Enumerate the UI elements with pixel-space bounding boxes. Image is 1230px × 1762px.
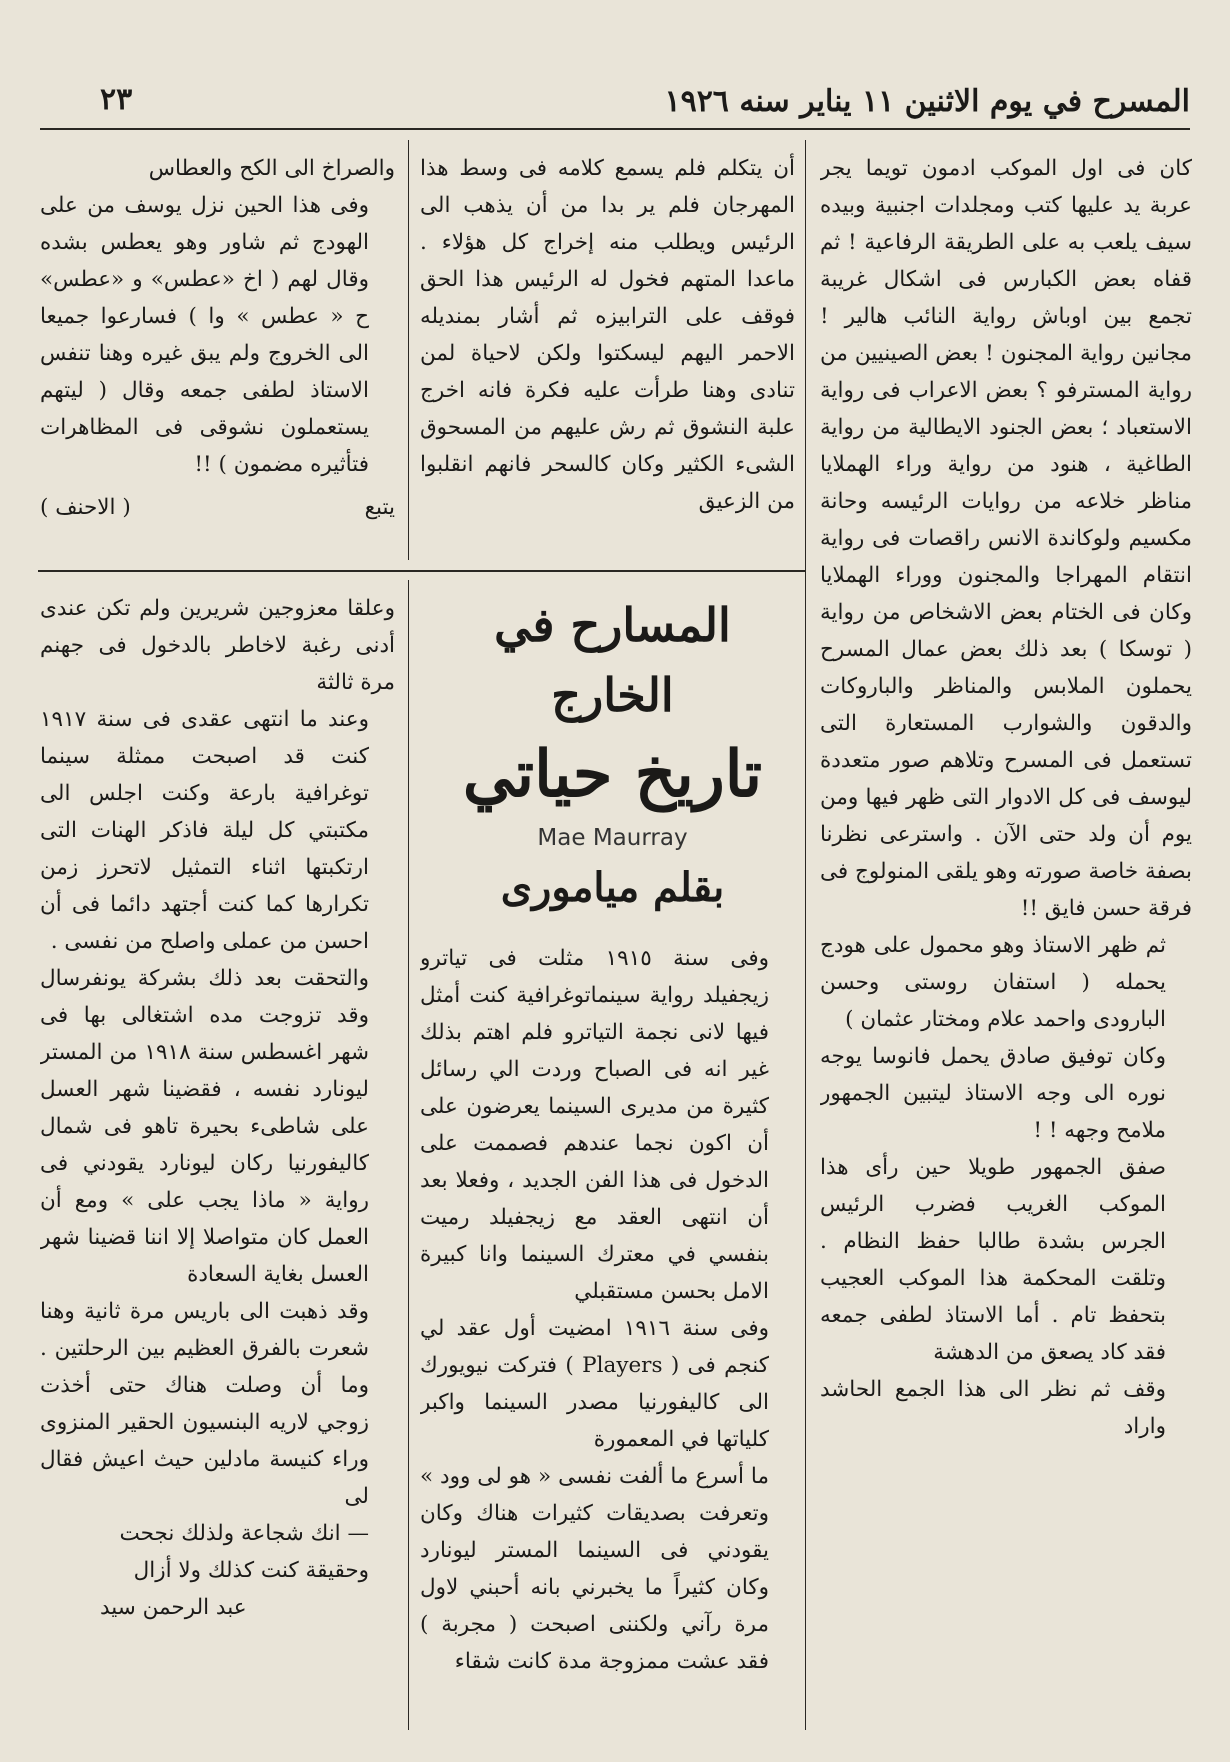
column-divider-left-bottom xyxy=(408,580,409,1730)
page-header xyxy=(40,80,1190,130)
section-divider xyxy=(38,570,805,572)
article-banner xyxy=(425,580,800,940)
paragraph: صفق الجمهور طويلا حين رأى هذا الموكب الغريب فضرب الرئيس الجرس بشدة طالبا حفظ النظام . وتلقت المحكمة هذا الموكب العجيب بتحفظ تام . أما الاستاذ لطفى جمعه فقد كاد يصعق من الدهشة xyxy=(820,1155,1166,1365)
column-divider-right xyxy=(805,140,806,1730)
paragraph: كان فى اول الموكب ادمون تويما يجر عربة يد عليها كتب ومجلدات اجنبية وبيده سيف يلعب به على الطريقة الرفاعية ! ثم قفاه بعض الكبارس فى اشكال غريبة تجمع بين اوباش رواية النائب هالير ! مجانين رواية المجنون ! بعض الصينيين من رواية المسترفو ؟ بعض الاعراب فى رواية الاستعباد ؛ بعض الجنود الايطالية من رواية الطاغية ، هنود من رواية وراء الهملايا مناظر خلاعه من روايات الرئيسه وحانة مكسيم ولوكاندة الانس راقصات فى رواية انتقام المهراجا والمجنون ووراء الهملايا وكان فى الختام بعض الاشخاص من رواية ( توسكا ) بعد ذلك بعض عمال المسرح يحملون الملابس والمناظر والباروكات والدقون والشوارب المستعارة التى تستعمل فى المسرح وتلاهم صور متعددة ليوسف فى كل الادوار التى ظهر فيها ومن يوم أن ولد حتى الآن . واسترعى نظرنا بصفة خاصة صورته وهو يلقى المنولوج فى فرقة حسن فايق !! xyxy=(820,156,1192,921)
paragraph: ثم ظهر الاستاذ وهو محمول على هودج يحمله ( استفان روستى وحسن البارودى واحمد علام ومختار عثمان ) xyxy=(820,933,1166,1032)
paragraph: وكان توفيق صادق يحمل فانوسا يوجه نوره الى وجه الاستاذ ليتبين الجمهور ملامح وجهه ! ! xyxy=(820,1044,1166,1143)
paragraph: وعلقا معزوجين شريرين ولم تكن عندى أدنى رغبة لاخاطر بالدخول فى جهنم مرة ثالثة xyxy=(40,596,395,695)
author-signature: ( الاحنف ) xyxy=(40,495,131,520)
article-title: تاريخ حياتي xyxy=(462,737,763,812)
article-column-middle-top xyxy=(420,150,795,560)
paragraph: وفى سنة ١٩١٦ امضيت أول عقد لي كنجم فى ( Players ) فتركت نيويورك الى كاليفورنيا مصدر السينما واكبر كلياتها في المعمورة xyxy=(420,1316,770,1452)
paragraph: والصراخ الى الكح والعطاس xyxy=(148,156,395,181)
masthead-title: المسرح في يوم الاثنين ١١ يناير سنه ١٩٢٦ xyxy=(664,84,1190,119)
author-latin-name: Mae Maurray xyxy=(537,825,688,851)
article-column-left-bottom xyxy=(40,590,395,1735)
quote-line: — انك شجاعة ولذلك نجحت xyxy=(119,1521,369,1546)
paragraph: أن يتكلم فلم يسمع كلامه فى وسط هذا المهرجان فلم ير بدا من أن يذهب الى الرئيس ويطلب منه إخراج كل هؤلاء . ماعدا المتهم فخول له الرئيس هذا الحق فوقف على الترابيزه ثم أشار بمنديله الاحمر اليهم ليسكتوا ولكن لاحياة لمن تنادى وهنا طرأت عليه فكرة فانه اخرج علبة النشوق ثم رش عليهم من المسحوق الشىء الكثير وكان كالسحر فانهم انقلبوا من الزعيق xyxy=(420,156,795,514)
article-column-right xyxy=(820,150,1192,1735)
continued-label: يتبع xyxy=(364,495,395,520)
author-signature: عبد الرحمن سيد xyxy=(100,1595,247,1620)
byline: بقلم ميامورى xyxy=(500,864,725,911)
article-column-middle-bottom xyxy=(420,940,795,1735)
paragraph: ما أسرع ما ألفت نفسى « هو لى وود » وتعرفت بصديقات كثيرات هناك وكان يقودني فى السينما المستر ليونارد وكان كثيراً ما يخبرني بانه أحبني لاول مرة رآني ولكننى اصبحت ( مجربة ) فقد عشت ممزوجة مدة كانت شقاء xyxy=(420,1464,769,1674)
paragraph: وحقيقة كنت كذلك ولا أزال xyxy=(133,1558,369,1583)
paragraph: وعند ما انتهى عقدى فى سنة ١٩١٧ كنت قد اصبحت ممثلة سينما توغرافية بارعة وكنت اجلس الى مكتبتي كل ليلة فاذكر الهنات التى ارتكبتها اثناء التمثيل لاتحرز زمن تكرارها كما كنت أجتهد دائما فى أن احسن من عملى واصلح من نفسى . xyxy=(40,707,369,954)
paragraph: وقد ذهبت الى باريس مرة ثانية وهنا شعرت بالفرق العظيم بين الرحلتين . وما أن وصلت هناك حتى أخذت زوجي لاريه البنسيون الحقير المنزوى وراء كنيسة مادلين حيث اعيش فقال لى xyxy=(40,1299,369,1509)
paragraph: وفى سنة ١٩١٥ مثلت فى تياترو زيجفيلد رواية سينماتوغرافية كنت أمثل فيها لانى نجمة التياترو فلم اهتم بذلك غير انه فى الصباح وردت الي رسائل كثيرة من مديرى السينما يعرضون على أن اكون نجما عندهم فصممت على الدخول فى هذا الفن الجديد ، وفعلا بعد أن انتهى العقد مع زيجفيلد رميت بنفسي في معترك السينما وانا كبيرة الامل بحسن مستقبلي xyxy=(420,946,770,1304)
paragraph: وقف ثم نظر الى هذا الجمع الحاشد واراد xyxy=(820,1377,1166,1439)
column-divider-left-top xyxy=(408,140,409,560)
page-number: ٢٣ xyxy=(100,82,133,117)
section-heading: المسارح في الخارج xyxy=(494,598,731,722)
paragraph: وفى هذا الحين نزل يوسف من على الهودج ثم شاور وهو يعطس بشده وقال لهم ( اخ «عطس» و «عطس» ح « عطس » وا ) فسارعوا جميعا الى الخروج ولم يبق غيره وهنا تنفس الاستاذ لطفى جمعه وقال ( ليتهم يستعملون نشوقى فى المظاهرات فتأثيره مضمون ) !! xyxy=(40,193,369,477)
article-footer xyxy=(40,489,395,526)
paragraph: والتحقت بعد ذلك بشركة يونفرسال وقد تزوجت مده اشتغالى بها فى شهر اغسطس سنة ١٩١٨ من المستر ليونارد نفسه ، فقضينا شهر العسل على شاطىء بحيرة تاهو فى شمال كاليفورنيا ركان ليونارد يقودني فى رواية « ماذا يجب على » ومع أن العمل كان متواصلا إلا اننا قضينا شهر العسل بغاية السعادة xyxy=(40,966,369,1287)
article-column-left-top xyxy=(40,150,395,560)
